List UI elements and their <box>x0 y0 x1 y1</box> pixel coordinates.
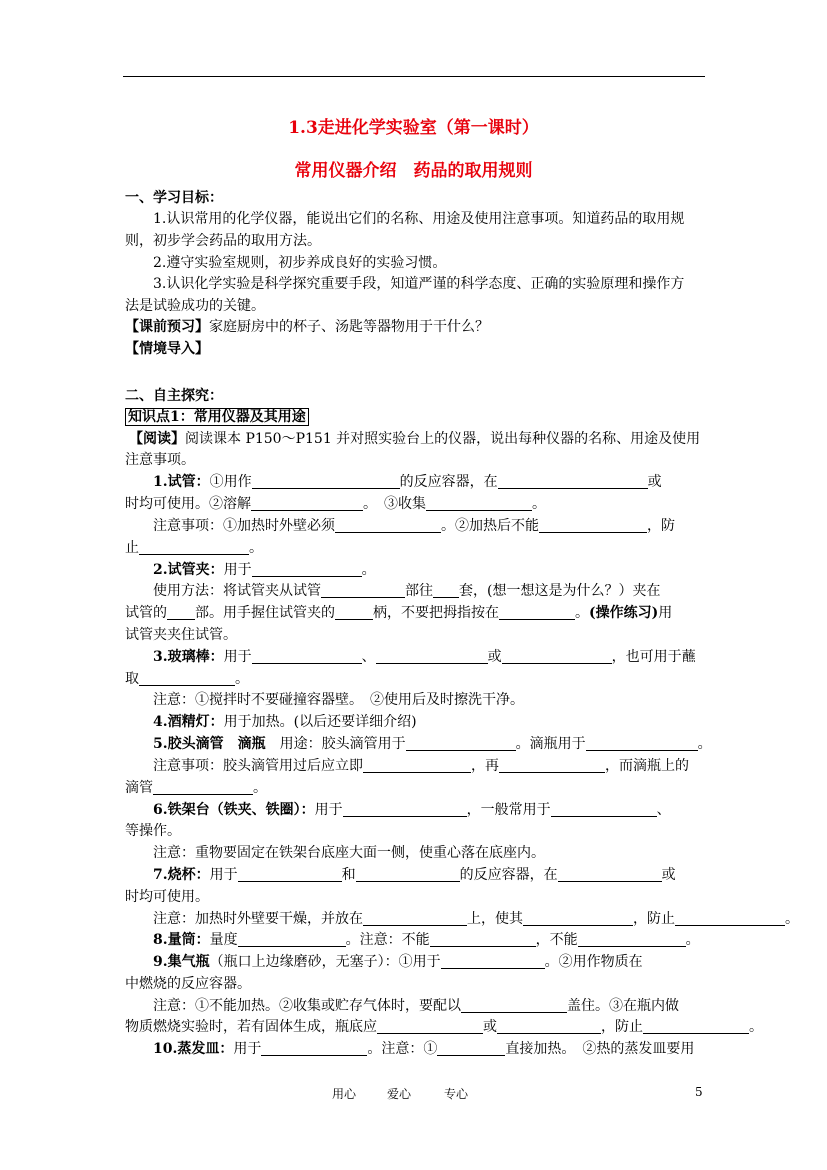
item5-name: 5.胶头滴管 滴瓶 <box>153 736 266 752</box>
knowledge-point-box: 知识点1：常用仪器及其用途 <box>125 408 309 426</box>
blank[interactable] <box>321 582 405 598</box>
item1-line-a: 1.试管：①用作 的反应容器，在 或 <box>153 474 662 490</box>
blank[interactable] <box>343 801 467 817</box>
preview-text: 家庭厨房中的杯子、汤匙等器物用于干什么？ <box>209 319 489 335</box>
item10-name: 10.蒸发皿： <box>153 1041 234 1057</box>
blank[interactable] <box>539 517 647 533</box>
blank[interactable] <box>406 735 516 751</box>
blank[interactable] <box>551 801 657 817</box>
item4-line: 4.酒精灯：用于加热。(以后还要详细介绍) <box>153 714 417 730</box>
item2-use-c: 试管夹夹住试管。 <box>125 627 237 643</box>
item4-name: 4.酒精灯： <box>153 714 224 730</box>
blank[interactable] <box>363 757 471 773</box>
blank[interactable] <box>251 495 363 511</box>
item3-line-a: 3.玻璃棒：用于 、 或 ，也可用于蘸 <box>153 649 696 665</box>
blank[interactable] <box>675 910 785 926</box>
preview-label: 【课前预习】 <box>125 319 209 335</box>
blank[interactable] <box>356 866 460 882</box>
item7-line-b: 时均可使用。 <box>125 889 209 905</box>
read-line-b: 注意事项。 <box>125 452 195 468</box>
blank[interactable] <box>558 866 662 882</box>
blank[interactable] <box>502 648 612 664</box>
item3-line-b: 取 。 <box>125 671 249 687</box>
goal-3b: 法是试验成功的关键。 <box>125 298 265 314</box>
blank[interactable] <box>499 604 575 620</box>
item2-name: 2.试管夹： <box>153 562 224 578</box>
blank[interactable] <box>363 910 467 926</box>
blank[interactable] <box>499 757 605 773</box>
item9-line-b: 中燃烧的反应容器。 <box>125 976 251 992</box>
item7-name: 7.烧杯： <box>153 867 210 883</box>
blank[interactable] <box>586 735 698 751</box>
item9-line: 9.集气瓶（瓶口上边缘磨砂，无塞子）：①用于 。②用作物质在 <box>153 954 643 970</box>
page-title: 1.3走进化学实验室（第一课时） <box>288 118 539 138</box>
item9-name: 9.集气瓶 <box>153 954 210 970</box>
item8-name: 8.量筒： <box>153 932 210 948</box>
item7-line: 7.烧杯：用于 和 的反应容器，在 或 <box>153 867 676 883</box>
blank[interactable] <box>238 931 346 947</box>
item3-name: 3.玻璃棒： <box>153 649 224 665</box>
blank[interactable] <box>335 604 373 620</box>
knowledge-point-1 <box>125 407 309 427</box>
blank[interactable] <box>377 1018 483 1034</box>
footer-text-1: 用心 <box>332 1087 357 1101</box>
read-label: 【阅读】 <box>129 431 185 447</box>
item5-note-b: 滴管 。 <box>125 780 267 796</box>
blank[interactable] <box>261 1040 367 1056</box>
item3-note: 注意：①搅拌时不要碰撞容器壁。 ②使用后及时擦洗干净。 <box>153 692 524 708</box>
section2-heading: 二、自主探究： <box>125 388 223 404</box>
blank[interactable] <box>430 931 536 947</box>
goal-3a: 3.认识化学实验是科学探究重要手段，知道严谨的科学态度、正确的实验原理和操作方 <box>153 276 685 292</box>
item1-note-a: 注意事项：①加热时外壁必须 。②加热后不能 ，防 <box>153 518 675 534</box>
blank[interactable] <box>643 1018 749 1034</box>
blank[interactable] <box>426 495 532 511</box>
read-line-a <box>129 429 700 449</box>
page-number: 5 <box>695 1085 703 1099</box>
blank[interactable] <box>498 473 648 489</box>
blank[interactable] <box>497 1018 601 1034</box>
goal-1b: 则，初步学会药品的取用方法。 <box>125 233 321 249</box>
header-rule <box>123 76 705 77</box>
footer-text-2: 爱心 <box>387 1087 412 1101</box>
item2-line-a: 2.试管夹：用于 。 <box>153 562 376 578</box>
blank[interactable] <box>153 779 253 795</box>
blank[interactable] <box>461 997 567 1013</box>
item6-line: 6.铁架台（铁夹、铁圈）：用于 ，一般常用于 、 <box>153 802 671 818</box>
blank[interactable] <box>139 539 249 555</box>
section1-heading: 一、学习目标： <box>125 190 223 206</box>
item6-name: 6.铁架台（铁夹、铁圈）： <box>153 802 315 818</box>
blank[interactable] <box>578 931 686 947</box>
item6-note: 注意：重物要固定在铁架台底座大面一侧，使重心落在底座内。 <box>153 845 545 861</box>
blank[interactable] <box>433 582 459 598</box>
read-text-a: 阅读课本 P150～P151 并对照实验台上的仪器，说出每种仪器的名称、用途及使用 <box>185 431 701 447</box>
blank[interactable] <box>252 648 362 664</box>
item5-note-a: 注意事项：胶头滴管用过后应立即 ，再 ，而滴瓶上的 <box>153 758 689 774</box>
item10-line: 10.蒸发皿：用于 。注意：① 直接加热。 ②热的蒸发皿要用 <box>153 1041 695 1057</box>
blank[interactable] <box>139 670 235 686</box>
blank[interactable] <box>252 473 400 489</box>
preview-line <box>125 317 489 337</box>
item9-note-a: 注意：①不能加热。②收集或贮存气体时，要配以 盖住。③在瓶内做 <box>153 998 679 1014</box>
page-subtitle: 常用仪器介绍 药品的取用规则 <box>294 161 533 181</box>
item1-note-b: 止 。 <box>125 540 263 556</box>
blank[interactable] <box>252 561 362 577</box>
item7-note: 注意：加热时外壁要干燥，并放在 上，使其 ，防止 。 <box>153 911 799 927</box>
blank[interactable] <box>335 517 441 533</box>
blank[interactable] <box>437 1040 505 1056</box>
item2-use-b: 试管的 部。用手握住试管夹的 柄，不要把拇指按在 。(操作练习)用 <box>125 605 673 621</box>
goal-2: 2.遵守实验室规则，初步养成良好的实验习惯。 <box>153 255 447 271</box>
item6-line-b: 等操作。 <box>125 823 181 839</box>
intro-label: 【情境导入】 <box>125 341 209 357</box>
item8-line: 8.量筒：量度 。注意：不能 ，不能 。 <box>153 932 700 948</box>
blank[interactable] <box>441 953 545 969</box>
item2-use-a: 使用方法：将试管夹从试管 部往 套，(想一想这是为什么？）夹在 <box>153 583 661 599</box>
blank[interactable] <box>238 866 342 882</box>
item9-note-b: 物质燃烧实验时，若有固体生成，瓶底应 或 ，防止 。 <box>125 1019 763 1035</box>
item1-name: 1.试管： <box>153 474 210 490</box>
blank[interactable] <box>523 910 633 926</box>
goal-1a: 1.认识常用的化学仪器，能说出它们的名称、用途及使用注意事项。知道药品的取用规 <box>153 211 685 227</box>
blank[interactable] <box>167 604 195 620</box>
footer-text-3: 专心 <box>444 1087 469 1101</box>
item1-line-b: 时均可使用。②溶解 。 ③收集 。 <box>125 496 546 512</box>
item5-line: 5.胶头滴管 滴瓶 用途：胶头滴管用于 。滴瓶用于 。 <box>153 736 712 752</box>
blank[interactable] <box>376 648 488 664</box>
